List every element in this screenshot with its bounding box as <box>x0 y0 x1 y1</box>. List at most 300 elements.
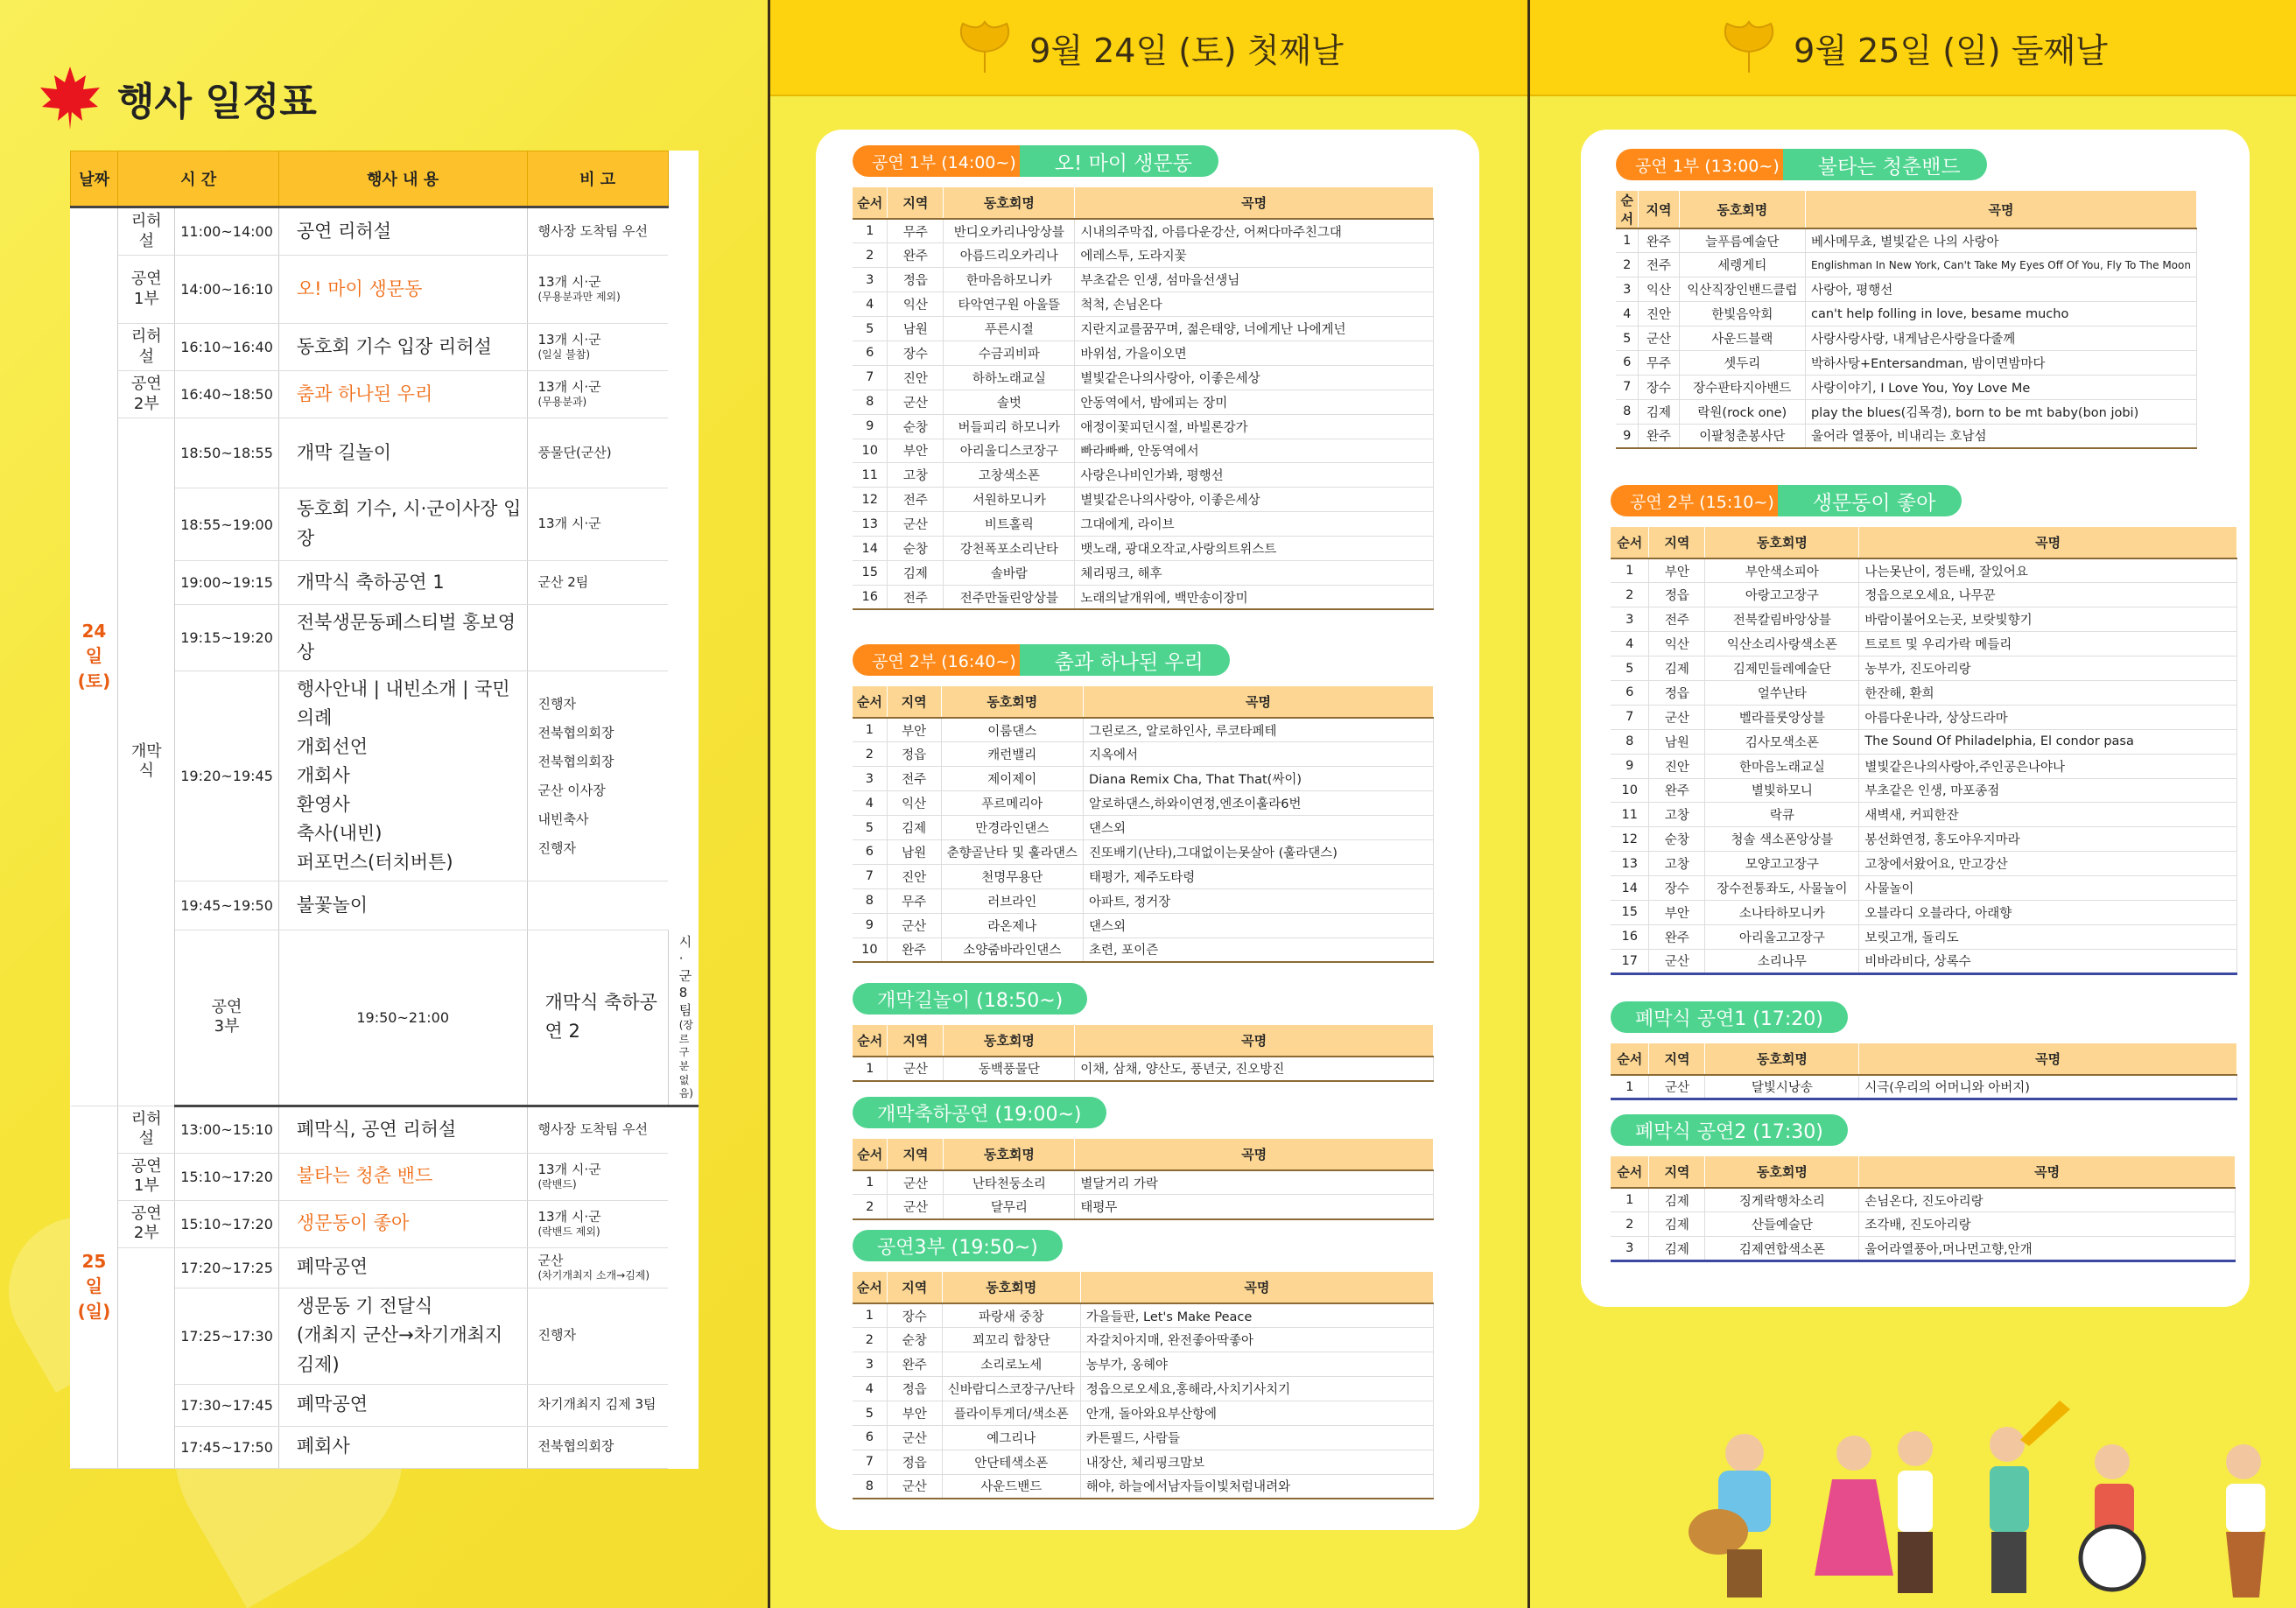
club-cell: 예그리나 <box>942 1425 1080 1450</box>
order-cell: 1 <box>853 718 887 742</box>
schedule-table <box>70 151 699 1469</box>
order-cell: 2 <box>1616 253 1639 277</box>
club-cell: 익산직장인밴드클럽 <box>1679 277 1805 302</box>
table-row <box>853 913 1434 937</box>
order-cell: 6 <box>1616 350 1639 375</box>
table-row <box>853 864 1434 888</box>
order-cell: 1 <box>1611 1188 1649 1212</box>
table-row <box>853 816 1434 840</box>
region-cell: 전주 <box>1649 607 1705 632</box>
column-header: 동호회명 <box>1679 191 1805 228</box>
table-row <box>1611 900 2237 924</box>
program-table <box>853 1025 1434 1082</box>
day2-card <box>1581 130 2250 1307</box>
note-text: 13개 시·군 <box>537 378 601 395</box>
song-cell: 댄스외 <box>1083 816 1433 840</box>
section-label: 공연3부 (19:50~) <box>853 1230 1063 1261</box>
song-cell: 진또배기(난타),그대없이는못살아 (훌라댄스) <box>1083 839 1433 864</box>
order-cell: 1 <box>853 1057 888 1081</box>
song-cell: 트로트 및 우리가락 메들리 <box>1859 632 2237 657</box>
table-row <box>1611 1188 2236 1212</box>
song-cell: 별달거리 가락 <box>1075 1170 1434 1195</box>
song-cell: 알로하댄스,하와이연정,엔조이훌라6번 <box>1083 791 1433 816</box>
date-day1: 24일 (토) <box>71 207 118 1106</box>
event-note <box>527 324 668 371</box>
event-name: 개막식 축하공연 2 <box>527 930 668 1106</box>
region-cell: 군산 <box>1649 705 1705 729</box>
event-note <box>527 488 668 561</box>
event-name: 폐막공연 <box>278 1384 527 1426</box>
order-cell: 10 <box>1611 778 1649 803</box>
note-sub: (일실 불참) <box>537 348 591 362</box>
table-row <box>853 390 1434 414</box>
guitarist-figure <box>1689 1434 1771 1597</box>
region-cell: 군산 <box>1649 949 1705 973</box>
program-section <box>1611 485 2250 975</box>
column-header: 곡명 <box>1080 1272 1433 1303</box>
section-theme-label: 생문동이 좋아 <box>1778 485 1962 516</box>
order-cell: 4 <box>853 1377 887 1401</box>
table-row <box>1616 253 2197 277</box>
club-cell: 소양줌바라인댄스 <box>941 937 1083 962</box>
song-cell: 애정이꽃피던시절, 바빌론강가 <box>1075 414 1434 439</box>
club-cell: 강천폭포소리난타 <box>944 537 1075 561</box>
section-title <box>1616 149 2250 180</box>
order-cell: 11 <box>853 463 888 488</box>
table-row <box>853 1170 1434 1195</box>
region-cell: 남원 <box>887 839 941 864</box>
order-cell: 5 <box>853 816 887 840</box>
table-row <box>853 718 1434 742</box>
note-sub: (무용분과) <box>537 396 587 409</box>
event-name: 폐회사 <box>278 1426 527 1468</box>
club-cell: 벨라플룻앙상블 <box>1705 705 1859 729</box>
region-cell: 순창 <box>887 1328 942 1352</box>
percussionist-figure <box>2226 1444 2265 1597</box>
table-row <box>1611 607 2237 632</box>
segment-label: 리허설 <box>118 207 175 256</box>
song-cell: 조각배, 진도아리랑 <box>1859 1212 2236 1237</box>
club-cell: 김사모색소폰 <box>1705 729 1859 754</box>
order-cell: 1 <box>853 219 888 243</box>
region-cell: 정읍 <box>1649 583 1705 607</box>
club-cell: 락원(rock one) <box>1679 399 1805 424</box>
column-header: 지역 <box>888 1139 944 1170</box>
column-header: 지역 <box>887 686 941 718</box>
table-row <box>1616 327 2197 351</box>
region-cell: 진안 <box>1649 754 1705 778</box>
program-table <box>1611 1043 2237 1100</box>
club-cell: 아리울고고장구 <box>1705 924 1859 949</box>
event-note <box>527 371 668 418</box>
column-header: 지역 <box>888 187 944 219</box>
song-cell: 별빛같은나의사랑아, 이좋은세상 <box>1075 488 1434 512</box>
event-note <box>527 881 668 930</box>
order-cell: 2 <box>853 1328 887 1352</box>
region-cell: 완주 <box>888 243 944 268</box>
region-cell: 장수 <box>1639 375 1679 399</box>
song-cell: 베사메무쵸, 별빛같은 나의 사랑아 <box>1805 228 2196 253</box>
club-cell: 만경라인댄스 <box>941 816 1083 840</box>
song-cell: can't help folling in love, besame mucho <box>1805 302 2196 327</box>
region-cell: 김제 <box>1639 399 1679 424</box>
region-cell: 김제 <box>1649 1237 1705 1261</box>
event-list <box>278 671 527 881</box>
club-cell: 세렝게티 <box>1679 253 1805 277</box>
section-part-label: 공연 2부 (16:40~) <box>853 644 1036 676</box>
order-cell: 9 <box>853 913 887 937</box>
time-range: 17:20~17:25 <box>175 1247 279 1288</box>
region-cell: 진안 <box>888 365 944 390</box>
section-label: 개막축하공연 (19:00~) <box>853 1097 1106 1128</box>
club-cell: 고창색소폰 <box>944 463 1075 488</box>
column-header: 지역 <box>1649 527 1705 558</box>
time-range: 19:20~19:45 <box>175 671 279 881</box>
event-note <box>527 1153 668 1200</box>
note-text: 풍물단(군산) <box>537 444 612 460</box>
club-cell: 김제민들레예술단 <box>1705 657 1859 681</box>
song-cell: 시극(우리의 어머니와 아버지) <box>1859 1075 2237 1099</box>
note-text: 행사장 도착팀 우선 <box>537 222 648 239</box>
club-cell: 사운드밴드 <box>942 1474 1080 1499</box>
region-cell: 익산 <box>1649 632 1705 657</box>
section-title <box>1611 1001 2250 1033</box>
region-cell: 군산 <box>888 1195 944 1219</box>
club-cell: 익산소리사랑색소폰 <box>1705 632 1859 657</box>
program-section <box>1611 1114 2250 1262</box>
order-cell: 4 <box>853 791 887 816</box>
table-row <box>853 1474 1434 1499</box>
event-name: 동호회 기수 입장 리허설 <box>278 324 527 371</box>
song-cell: 시내의주막집, 아름다운강산, 어쩌다마주친그대 <box>1075 219 1434 243</box>
region-cell: 군산 <box>1649 1075 1705 1099</box>
time-range: 17:45~17:50 <box>175 1426 279 1468</box>
musicians-illustration <box>1666 1339 2296 1602</box>
table-row <box>1611 949 2237 973</box>
song-cell: 농부가, 진도아리랑 <box>1859 657 2237 681</box>
table-row <box>853 585 1434 609</box>
order-cell: 14 <box>1611 876 1649 901</box>
table-row <box>853 767 1434 791</box>
section-title <box>853 145 1479 177</box>
club-cell: 수금괴비파 <box>944 341 1075 365</box>
region-cell: 전주 <box>887 767 941 791</box>
order-cell: 6 <box>853 1425 887 1450</box>
song-cell: 사랑사랑사랑, 내게남은사랑을다줄께 <box>1805 327 2196 351</box>
song-cell: 뱃노래, 광대오작교,사랑의트위스트 <box>1075 537 1434 561</box>
time-range: 19:00~19:15 <box>175 561 279 605</box>
song-cell: 카튼필드, 사람들 <box>1080 1425 1433 1450</box>
song-cell: 빠라빠빠, 안동역에서 <box>1075 439 1434 463</box>
table-row <box>853 463 1434 488</box>
column-header: 곡명 <box>1075 1025 1434 1057</box>
schedule-row <box>71 1106 699 1153</box>
column-header: 순서 <box>1611 1156 1649 1188</box>
club-cell: 얼쑤난타 <box>1705 680 1859 705</box>
order-cell: 13 <box>853 512 888 537</box>
order-cell: 1 <box>853 1170 888 1195</box>
region-cell: 순창 <box>888 414 944 439</box>
day2-panel <box>1527 0 2296 1608</box>
region-cell: 군산 <box>1639 327 1679 351</box>
region-cell: 완주 <box>1639 424 1679 448</box>
table-row <box>1611 632 2237 657</box>
program-table <box>1616 191 2197 449</box>
club-cell: 동백풍물단 <box>944 1057 1075 1081</box>
note-item: 진행자 <box>537 695 576 712</box>
column-header: 동호회명 <box>941 686 1083 718</box>
club-cell: 락큐 <box>1705 803 1859 827</box>
song-cell: Diana Remix Cha, That That(싸이) <box>1083 767 1433 791</box>
song-cell: 보릿고개, 돌리도 <box>1859 924 2237 949</box>
note-sub: (장르구분 없음) <box>678 1019 693 1100</box>
table-row <box>1616 399 2197 424</box>
region-cell: 부안 <box>887 1401 942 1426</box>
club-cell: 하하노래교실 <box>944 365 1075 390</box>
section-label: 개막길놀이 (18:50~) <box>853 983 1087 1015</box>
region-cell: 전주 <box>888 585 944 609</box>
region-cell: 김제 <box>1649 1188 1705 1212</box>
schedule-row <box>71 1247 699 1288</box>
event-note <box>527 561 668 605</box>
table-row <box>853 414 1434 439</box>
club-cell: 플라이투게더/색소폰 <box>942 1401 1080 1426</box>
club-cell: 한마음하모니카 <box>944 268 1075 292</box>
club-cell: 솔바람 <box>944 560 1075 585</box>
time-range: 19:50~21:00 <box>278 930 527 1106</box>
section-theme-label: 불타는 청춘밴드 <box>1783 149 1987 180</box>
event-note <box>527 1426 668 1468</box>
order-cell: 1 <box>853 1303 887 1328</box>
club-cell: 난타천둥소리 <box>944 1170 1075 1195</box>
section-title <box>853 1230 1479 1261</box>
note-item: 전북협의회장 <box>537 753 614 769</box>
club-cell: 라온제나 <box>941 913 1083 937</box>
region-cell: 김제 <box>1649 1212 1705 1237</box>
column-header: 지역 <box>1649 1156 1705 1188</box>
order-cell: 9 <box>1611 754 1649 778</box>
song-cell: 안개, 돌아와요부산항에 <box>1080 1401 1433 1426</box>
day1-panel <box>768 0 1527 1608</box>
club-cell: 달무리 <box>944 1195 1075 1219</box>
song-cell: 별빛같은나의사랑아,주인공은나야나 <box>1859 754 2237 778</box>
region-cell: 남원 <box>1649 729 1705 754</box>
note-sub: (차기개최지 소개→김제) <box>537 1269 650 1282</box>
club-cell: 산들예술단 <box>1705 1212 1859 1237</box>
page-title: 행사 일정표 <box>117 80 317 124</box>
note-text: 13개 시·군 <box>537 516 601 532</box>
table-row <box>1611 705 2237 729</box>
order-cell: 5 <box>1611 657 1649 681</box>
event-item: 축사(내빈) <box>296 823 383 845</box>
note-item: 진행자 <box>537 839 576 856</box>
table-row <box>853 742 1434 767</box>
table-row <box>1611 876 2237 901</box>
time-range: 17:30~17:45 <box>175 1384 279 1426</box>
column-header: 곡명 <box>1075 187 1434 219</box>
table-row <box>853 439 1434 463</box>
column-header: 순서 <box>853 187 888 219</box>
club-cell: 소나타하모니카 <box>1705 900 1859 924</box>
column-header: 곡명 <box>1859 527 2237 558</box>
program-table <box>1611 527 2237 975</box>
region-cell: 완주 <box>1649 924 1705 949</box>
event-note <box>527 1200 668 1247</box>
event-note <box>527 1288 668 1384</box>
order-cell: 1 <box>1611 558 1649 583</box>
table-row <box>1616 228 2197 253</box>
song-cell: 댄스외 <box>1083 913 1433 937</box>
song-cell: 그린로즈, 알로하인사, 루코타페테 <box>1083 718 1433 742</box>
page-title-block <box>35 63 317 133</box>
section-label: 폐막식 공연2 (17:30) <box>1611 1114 1848 1146</box>
table-row <box>1611 657 2237 681</box>
song-cell: 초련, 포이즌 <box>1083 937 1433 962</box>
club-cell: 한빛음악회 <box>1679 302 1805 327</box>
event-name: 개막 길놀이 <box>278 418 527 488</box>
event-note <box>668 930 699 1106</box>
region-cell: 군산 <box>888 512 944 537</box>
order-cell: 17 <box>1611 949 1649 973</box>
song-cell: 비바라비다, 상록수 <box>1859 949 2237 973</box>
segment-label: 공연 3부 <box>175 930 279 1106</box>
event-name: 오! 마이 생문동 <box>278 256 527 324</box>
schedule-row <box>71 1200 699 1247</box>
time-range: 16:10~16:40 <box>175 324 279 371</box>
table-row <box>1616 350 2197 375</box>
region-cell: 남원 <box>888 317 944 341</box>
region-cell: 군산 <box>887 1425 942 1450</box>
section-part-label: 공연 2부 (15:10~) <box>1611 485 1794 516</box>
ginkgo-leaf-icon <box>1718 17 1780 78</box>
time-range: 18:55~19:00 <box>175 488 279 561</box>
region-cell: 정읍 <box>887 742 941 767</box>
section-title <box>853 983 1479 1015</box>
order-cell: 4 <box>1611 632 1649 657</box>
table-row <box>1611 729 2237 754</box>
program-section <box>1616 149 2250 449</box>
program-section <box>853 1097 1479 1220</box>
note-item: 전북협의회장 <box>537 724 614 741</box>
song-cell: 안동역에서, 밤에피는 장미 <box>1075 390 1434 414</box>
drummer-figure <box>2081 1444 2144 1590</box>
club-cell: 한마음노래교실 <box>1705 754 1859 778</box>
event-item: 환영사 <box>296 794 350 816</box>
order-cell: 15 <box>1611 900 1649 924</box>
table-row <box>1616 424 2197 448</box>
schedule-row <box>71 418 699 488</box>
region-cell: 군산 <box>887 913 941 937</box>
club-cell: 서원하모니카 <box>944 488 1075 512</box>
song-cell: 노래의날개위에, 백만송이장미 <box>1075 585 1434 609</box>
program-section <box>853 983 1479 1082</box>
club-cell: 청솔 색소폰앙상블 <box>1705 827 1859 852</box>
club-cell: 부안색소피아 <box>1705 558 1859 583</box>
song-cell: 바위섬, 가을이오면 <box>1075 341 1434 365</box>
trumpeter-figure <box>1990 1401 2070 1593</box>
region-cell: 부안 <box>1649 558 1705 583</box>
order-cell: 8 <box>1616 399 1639 424</box>
club-cell: 러브라인 <box>941 888 1083 913</box>
time-range: 14:00~16:10 <box>175 256 279 324</box>
region-cell: 군산 <box>888 1057 944 1081</box>
region-cell: 전주 <box>1639 253 1679 277</box>
ginkgo-leaf-icon <box>954 17 1015 78</box>
club-cell: 아름드리오카리나 <box>944 243 1075 268</box>
song-cell: 지란지교를꿈꾸며, 젊은태양, 너에게난 나에게넌 <box>1075 317 1434 341</box>
section-theme-label: 오! 마이 생문동 <box>1020 145 1218 177</box>
column-header: 동호회명 <box>1705 527 1859 558</box>
table-row <box>853 488 1434 512</box>
event-note <box>527 207 668 256</box>
note-text: 13개 시·군 <box>537 331 601 348</box>
region-cell: 완주 <box>1639 228 1679 253</box>
time-range: 11:00~14:00 <box>175 207 279 256</box>
column-header: 순서 <box>853 686 887 718</box>
club-cell: 춘향골난타 및 훌라댄스 <box>941 839 1083 864</box>
order-cell: 8 <box>853 390 888 414</box>
note-item: 내빈축사 <box>537 811 589 827</box>
region-cell: 부안 <box>888 439 944 463</box>
club-cell: 아랑고고장구 <box>1705 583 1859 607</box>
region-cell: 김제 <box>888 560 944 585</box>
song-cell: 아름다운나라, 상상드라마 <box>1859 705 2237 729</box>
table-row <box>853 512 1434 537</box>
song-cell: 정읍으로오세요, 나무꾼 <box>1859 583 2237 607</box>
order-cell: 15 <box>853 560 888 585</box>
order-cell: 3 <box>853 268 888 292</box>
note-text: 행사장 도착팀 우선 <box>537 1121 648 1137</box>
program-section <box>1611 1001 2250 1100</box>
region-cell: 군산 <box>888 390 944 414</box>
order-cell: 16 <box>1611 924 1649 949</box>
column-header: 지역 <box>888 1025 944 1057</box>
section-title <box>853 1097 1479 1128</box>
column-header: 동호회명 <box>1705 1043 1859 1075</box>
region-cell: 고창 <box>1649 803 1705 827</box>
region-cell: 장수 <box>887 1303 942 1328</box>
club-cell: 솔벗 <box>944 390 1075 414</box>
event-name: 불꽃놀이 <box>278 881 527 930</box>
event-name: 폐막식, 공연 리허설 <box>278 1106 527 1153</box>
club-cell: 장수전통좌도, 사물놀이 <box>1705 876 1859 901</box>
region-cell: 장수 <box>888 341 944 365</box>
region-cell: 정읍 <box>1649 680 1705 705</box>
club-cell: 징게락행차소리 <box>1705 1188 1859 1212</box>
song-cell: 바람이불어오는곳, 보랏빛향기 <box>1859 607 2237 632</box>
note-text: 13개 시·군 <box>537 273 601 290</box>
table-row <box>1611 1075 2237 1099</box>
order-cell: 4 <box>853 292 888 317</box>
schedule-row <box>71 371 699 418</box>
column-header: 순서 <box>1611 1043 1649 1075</box>
maple-leaf-icon <box>35 63 105 133</box>
table-row <box>853 243 1434 268</box>
region-cell: 익산 <box>888 292 944 317</box>
table-row <box>1611 803 2237 827</box>
table-row <box>1611 754 2237 778</box>
club-cell: 전북칼림바앙상블 <box>1705 607 1859 632</box>
order-cell: 7 <box>1616 375 1639 399</box>
note-list <box>527 671 668 881</box>
event-note <box>527 1247 668 1288</box>
schedule-row <box>71 1153 699 1200</box>
region-cell: 익산 <box>1639 277 1679 302</box>
note-sub: (무용분과만 제외) <box>537 291 621 304</box>
column-header: 곡명 <box>1859 1043 2237 1075</box>
order-cell: 7 <box>853 1450 887 1474</box>
note-text: 13개 시·군 <box>537 1208 601 1225</box>
